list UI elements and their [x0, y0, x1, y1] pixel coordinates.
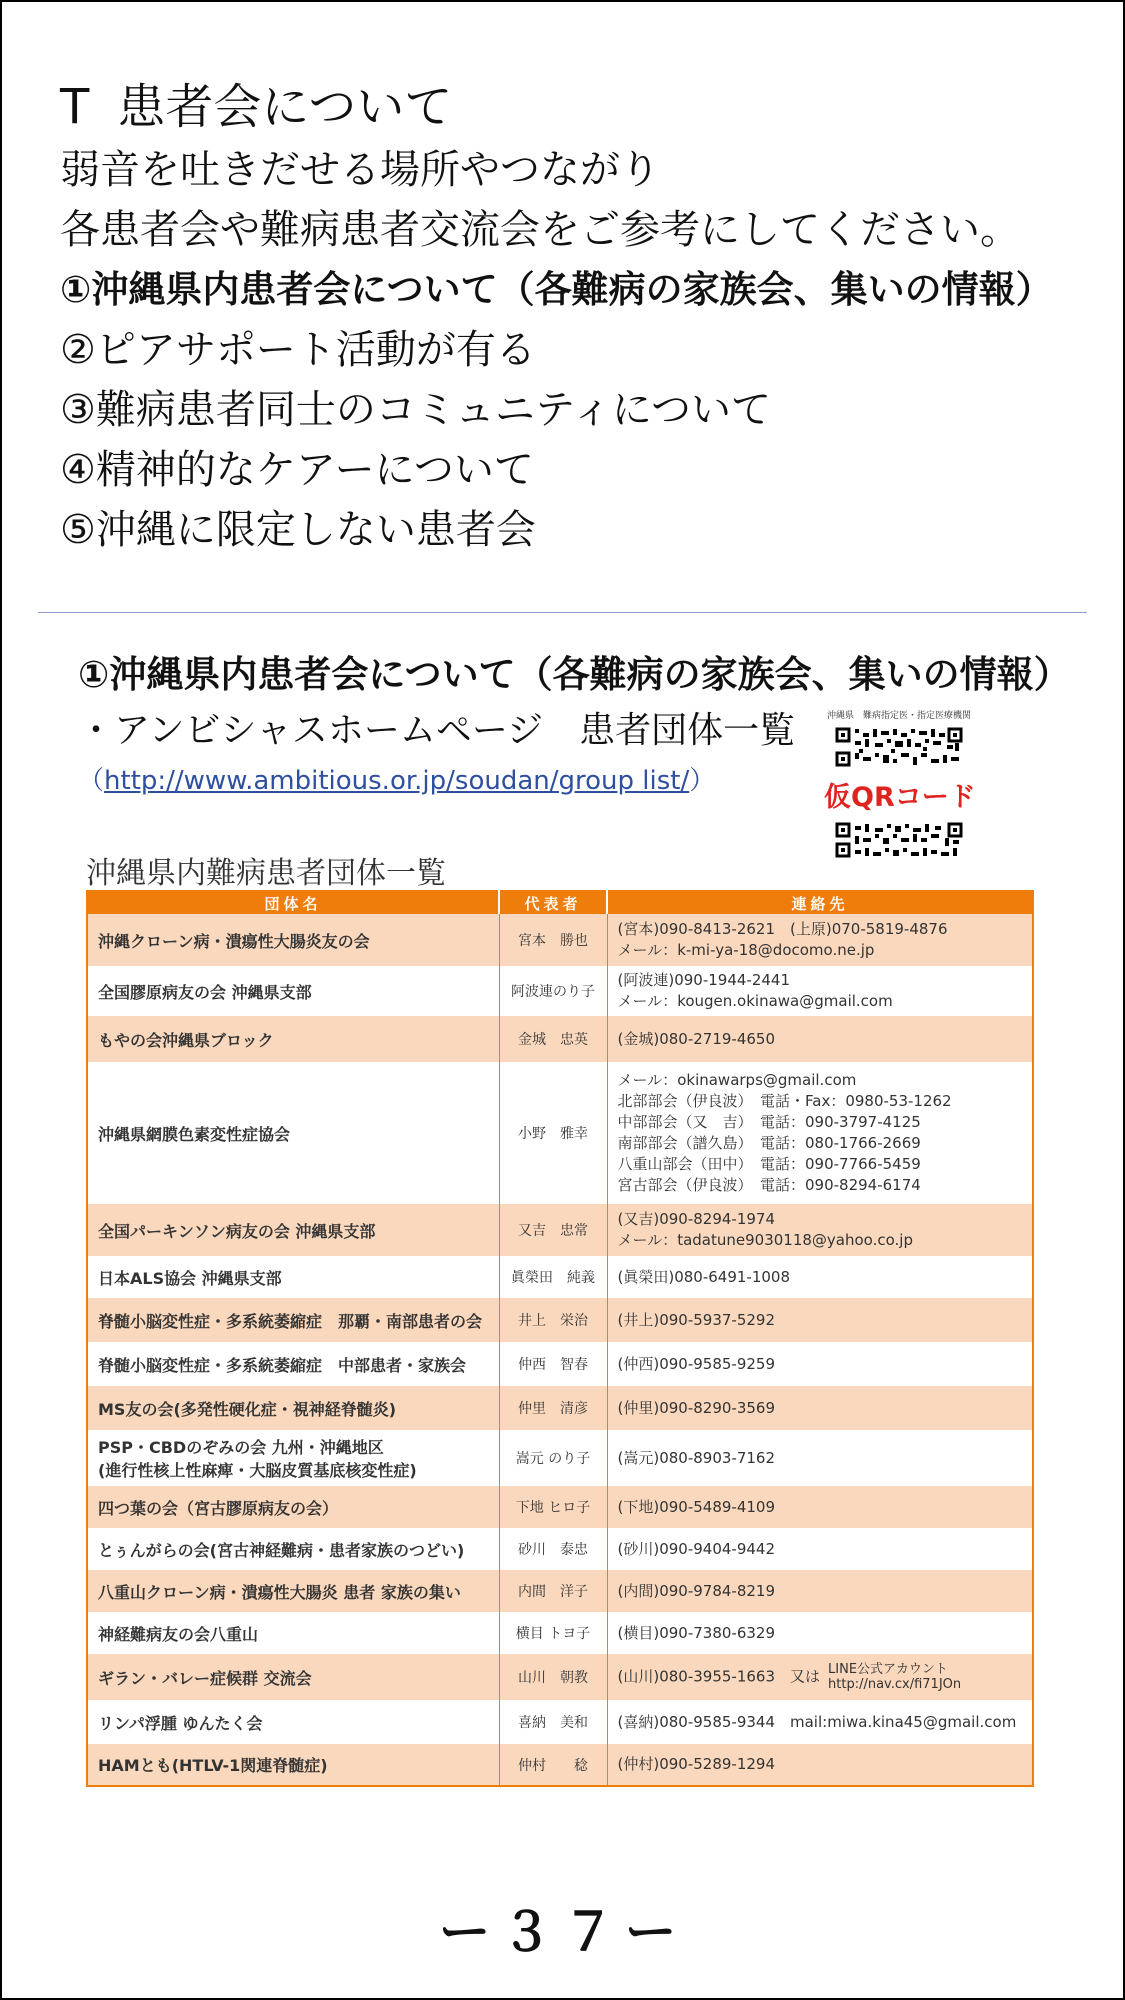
cell-organization [87, 1744, 499, 1786]
cell-representative: 仲村 稔 [499, 1744, 607, 1786]
cell-representative: 砂川 泰忠 [499, 1528, 607, 1570]
organization-line: MS友の会(多発性硬化症・視神経脊髄炎) [98, 1399, 397, 1419]
contact-line [618, 1209, 1023, 1230]
organization-line: 神経難病友の会八重山 [98, 1624, 259, 1644]
contact-line [618, 1539, 1023, 1560]
qr-placeholder-label: 仮QRコード [824, 782, 976, 813]
page-title [60, 74, 1103, 140]
table-row [87, 966, 1033, 1016]
table-row [87, 1700, 1033, 1744]
cell-contact [607, 1486, 1033, 1528]
contact-line [618, 919, 1023, 940]
organization-line: 全国パーキンソン病友の会 沖縄県支部 [98, 1221, 376, 1241]
table-row [87, 914, 1033, 966]
cell-organization [87, 1298, 499, 1342]
url-line [78, 760, 715, 797]
toc-item-1: ①沖縄県内患者会について（各難病の家族会、集いの情報） [60, 268, 1053, 311]
table-row [87, 1298, 1033, 1342]
contact-line [618, 1112, 1023, 1133]
contact-text: メール：k-mi-ya-18@docomo.ne.jp [617, 941, 875, 959]
contact-line [618, 991, 1023, 1012]
qr-caption: 沖縄県 難病指定医・指定医療機関 [826, 711, 971, 721]
table-header-row [87, 891, 1033, 914]
cell-organization [87, 1612, 499, 1654]
cell-representative: 又吉 忠常 [499, 1204, 607, 1256]
contact-line [618, 1029, 1023, 1050]
cell-organization [87, 1256, 499, 1298]
section-divider [38, 612, 1087, 613]
organization-line: 八重山クローン病・潰瘍性大腸炎 患者 家族の集い [98, 1582, 461, 1602]
cell-representative: 下地 ヒロ子 [499, 1486, 607, 1528]
cell-organization [87, 966, 499, 1016]
url-close-paren: ） [689, 766, 716, 796]
organization-line: 四つ葉の会（宮古膠原病友の会） [98, 1498, 339, 1518]
toc-item-4: ④精神的なケアーについて [60, 447, 534, 493]
table-body [87, 914, 1033, 1786]
contact-text: (阿波連)090-1944-2441 [617, 971, 791, 989]
contact-line [618, 1230, 1023, 1251]
cell-representative: 井上 栄治 [499, 1298, 607, 1342]
cell-organization [87, 1528, 499, 1570]
toc-section [60, 74, 1103, 560]
cell-representative: 宮本 勝也 [499, 914, 607, 966]
cell-contact [607, 1298, 1033, 1342]
contact-line [618, 1398, 1023, 1419]
toc-item-2: ②ピアサポート活動が有る [60, 327, 536, 373]
cell-organization [87, 1570, 499, 1612]
header-contact: 連絡先 [607, 891, 1033, 914]
cell-representative: 内間 洋子 [499, 1570, 607, 1612]
contact-text: (下地)090-5489-4109 [617, 1497, 776, 1516]
contact-text: (砂川)090-9404-9442 [617, 1539, 776, 1558]
title-letter: T [60, 79, 90, 135]
contact-text: 宮古部会（伊良波） 電話：090-8294-6174 [617, 1176, 921, 1194]
contact-line [618, 970, 1023, 991]
toc-item-5: ⑤沖縄に限定しない患者会 [60, 507, 536, 553]
cell-contact [607, 1570, 1033, 1612]
cell-contact [607, 1700, 1033, 1744]
contact-text: 南部部会（譜久島） 電話：080-1766-2669 [617, 1134, 921, 1152]
organization-line: (進行性核上性麻痺・大脳皮質基底核変性症) [98, 1461, 417, 1480]
cell-organization [87, 914, 499, 966]
cell-contact [607, 1430, 1033, 1486]
intro-line: 弱音を吐きだせる場所やつながり [60, 147, 660, 193]
cell-representative: 小野 雅幸 [499, 1062, 607, 1204]
cell-organization [87, 1204, 499, 1256]
contact-text: 中部部会（又 吉） 電話：090-3797-4125 [617, 1113, 921, 1131]
cell-contact [607, 1654, 1033, 1700]
contact-text: (仲西)090-9585-9259 [617, 1354, 776, 1373]
contact-text: (仲里)090-8290-3569 [617, 1398, 776, 1417]
contact-line [618, 1623, 1023, 1644]
cell-contact [607, 914, 1033, 966]
table-row [87, 1486, 1033, 1528]
contact-line [618, 1133, 1023, 1154]
line-account-line: LINE公式アカウント [828, 1662, 948, 1677]
url-open-paren: （ [78, 766, 105, 796]
cell-representative: 山川 朝教 [499, 1654, 607, 1700]
cell-organization [87, 1062, 499, 1204]
cell-organization [87, 1654, 499, 1700]
cell-organization [87, 1342, 499, 1386]
qr-block [824, 708, 974, 858]
cell-representative: 阿波連のり子 [499, 966, 607, 1016]
cell-contact [607, 966, 1033, 1016]
cell-contact [607, 1386, 1033, 1430]
contact-text: 八重山部会（田中） 電話：090-7766-5459 [617, 1155, 921, 1173]
cell-contact [607, 1744, 1033, 1786]
table-row [87, 1612, 1033, 1654]
organization-line: 全国膠原病友の会 沖縄県支部 [98, 982, 312, 1002]
line-account-info [828, 1662, 961, 1692]
contact-line [618, 1310, 1023, 1331]
title-text: 患者会について [117, 79, 453, 135]
table-title: 沖縄県内難病患者団体一覧 [86, 856, 446, 891]
cell-contact [607, 1204, 1033, 1256]
contact-line [618, 1581, 1023, 1602]
table-row [87, 1654, 1033, 1700]
contact-text: (又吉)090-8294-1974 [617, 1210, 776, 1228]
table-row [87, 1430, 1033, 1486]
table-row [87, 1016, 1033, 1062]
cell-representative: 喜納 美和 [499, 1700, 607, 1744]
group-list-link[interactable]: http://www.ambitious.or.jp/soudan/group list/ [104, 766, 690, 796]
toc-item-3: ③難病患者同士のコミュニティについて [60, 387, 772, 433]
contact-line [618, 1267, 1023, 1288]
table-row [87, 1342, 1033, 1386]
cell-organization [87, 1430, 499, 1486]
contact-line [618, 1070, 1023, 1091]
contact-text: (眞榮田)080-6491-1008 [617, 1267, 791, 1286]
cell-contact [607, 1528, 1033, 1570]
qr-code-icon [835, 727, 963, 767]
header-organization: 団体名 [87, 891, 499, 914]
organization-line: HAMとも(HTLV-1関連脊髄症) [98, 1756, 328, 1775]
contact-line [618, 1754, 1023, 1775]
contact-text: (金城)080-2719-4650 [617, 1029, 776, 1048]
contact-text: メール：tadatune9030118@yahoo.co.jp [617, 1231, 913, 1249]
contact-text: (仲村)090-5289-1294 [617, 1755, 776, 1773]
cell-organization [87, 1700, 499, 1744]
patient-group-table [86, 890, 1034, 1787]
table-row [87, 1744, 1033, 1786]
line-account-line: http://nav.cx/fi71JOn [828, 1677, 962, 1692]
contact-text: (喜納)080-9585-9344 mail:miwa.kina45@gmail.com [617, 1712, 1017, 1731]
contact-line [618, 1175, 1023, 1196]
organization-line: もやの会沖縄県ブロック [98, 1030, 274, 1050]
contact-text: 北部部会（伊良波） 電話・Fax：0980-53-1262 [617, 1092, 952, 1110]
organization-line: 日本ALS協会 沖縄県支部 [98, 1268, 282, 1288]
cell-contact [607, 1342, 1033, 1386]
cell-organization [87, 1016, 499, 1062]
contact-line [618, 1712, 1023, 1733]
cell-contact [607, 1016, 1033, 1062]
contact-text: (内間)090-9784-8219 [617, 1581, 776, 1600]
cell-representative: 金城 忠英 [499, 1016, 607, 1062]
cell-representative: 横目 トヨ子 [499, 1612, 607, 1654]
table-row [87, 1062, 1033, 1204]
header-representative: 代表者 [499, 891, 607, 914]
cell-representative: 眞榮田 純義 [499, 1256, 607, 1298]
patient-group-table-wrap [86, 890, 1032, 1787]
organization-line: 脊髄小脳変性症・多系統萎縮症 中部患者・家族会 [98, 1355, 467, 1375]
cell-contact [607, 1612, 1033, 1654]
organization-line: 沖縄県網膜色素変性症協会 [98, 1124, 291, 1144]
contact-line [618, 1662, 1023, 1692]
contact-text: (横目)090-7380-6329 [617, 1623, 776, 1642]
contact-line [618, 1091, 1023, 1112]
cell-organization [87, 1486, 499, 1528]
table-row [87, 1528, 1033, 1570]
table-row [87, 1570, 1033, 1612]
contact-text: (山川)080-3955-1663 又は [617, 1667, 821, 1686]
table-row [87, 1256, 1033, 1298]
contact-text: (嵩元)080-8903-7162 [617, 1448, 776, 1467]
cell-representative: 仲西 智春 [499, 1342, 607, 1386]
contact-text: (宮本)090-8413-2621 (上原)070-5819-4876 [617, 920, 948, 938]
section-heading: ①沖縄県内患者会について（各難病の家族会、集いの情報） [78, 653, 1071, 696]
contact-text: (井上)090-5937-5292 [617, 1310, 776, 1329]
cell-organization [87, 1386, 499, 1430]
organization-line: 沖縄クローン病・潰瘍性大腸炎友の会 [98, 931, 370, 951]
contact-line [618, 940, 1023, 961]
table-row [87, 1204, 1033, 1256]
contact-line [618, 1354, 1023, 1375]
organization-line: PSP・CBDのぞみの会 九州・沖縄地区 [98, 1438, 384, 1457]
cell-representative: 嵩元 のり子 [499, 1430, 607, 1486]
cell-representative: 仲里 清彦 [499, 1386, 607, 1430]
cell-contact [607, 1256, 1033, 1298]
page-number: ー３７ー [438, 1903, 687, 1963]
contact-text: メール：okinawarps@gmail.com [617, 1071, 857, 1089]
contact-line [618, 1497, 1023, 1518]
intro-line: 各患者会や難病患者交流会をご参考にしてください。 [60, 207, 1020, 253]
organization-line: リンパ浮腫 ゆんたく会 [98, 1713, 263, 1733]
contact-line [618, 1448, 1023, 1469]
organization-line: 脊髄小脳変性症・多系統萎縮症 那覇・南部患者の会 [98, 1311, 483, 1331]
contact-line [618, 1154, 1023, 1175]
qr-code-icon [835, 822, 963, 858]
organization-line: ギラン・バレー症候群 交流会 [98, 1668, 312, 1688]
section-subheading: ・アンビシャスホームページ 患者団体一覧 [78, 710, 796, 751]
organization-line: とぅんがらの会(宮古神経難病・患者家族のつどい) [98, 1540, 465, 1560]
cell-contact [607, 1062, 1033, 1204]
contact-text: メール：kougen.okinawa@gmail.com [617, 992, 893, 1010]
table-row [87, 1386, 1033, 1430]
